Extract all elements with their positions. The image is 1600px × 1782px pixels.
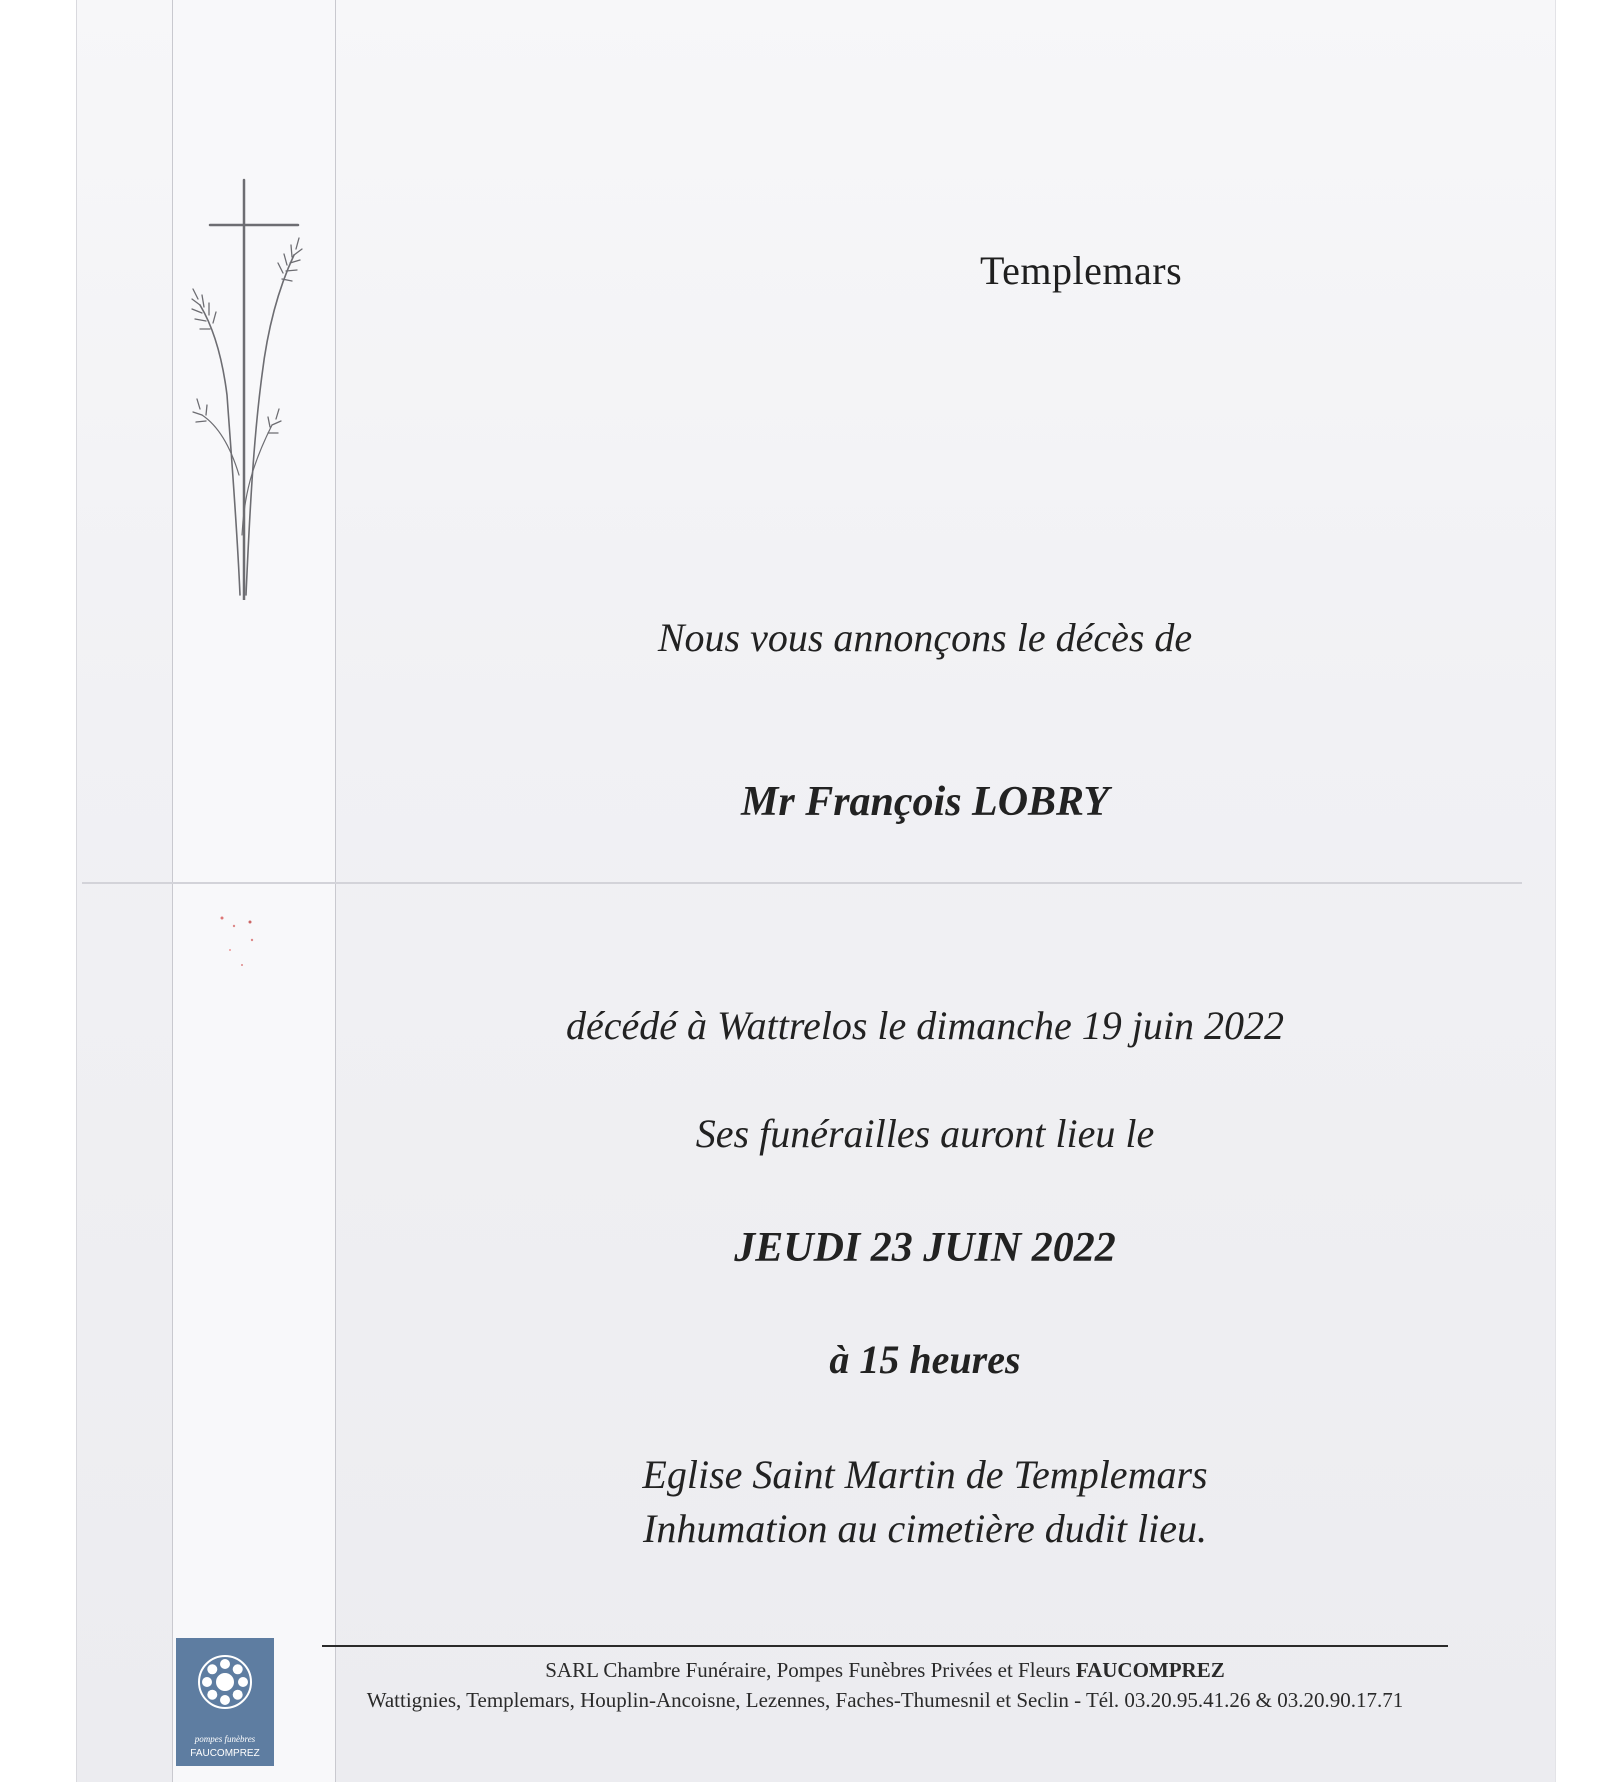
- paper-fold-line: [82, 882, 1522, 884]
- ceremony-location: [330, 1448, 1520, 1556]
- death-details: décédé à Wattrelos le dimanche 19 juin 2022: [565, 1003, 1284, 1048]
- paper-specks: [212, 910, 272, 980]
- church-name: Eglise Saint Martin de Templemars: [642, 1452, 1208, 1497]
- funeral-time: à 15 heures: [829, 1337, 1021, 1382]
- logo-tagline: pompes funèbres: [194, 1734, 256, 1744]
- announcement-line: Nous vous annonçons le décès de: [657, 615, 1193, 660]
- footer-company-brand: FAUCOMPREZ: [1075, 1658, 1225, 1682]
- footer-company: [330, 1658, 1440, 1683]
- logo-brand: FAUCOMPREZ: [190, 1748, 260, 1759]
- funeral-date: JEUDI 23 JUIN 2022: [734, 1225, 1116, 1271]
- cross-with-wheat-icon: [182, 175, 332, 600]
- funeral-intro: Ses funérailles auront lieu le: [695, 1111, 1155, 1156]
- town-header: Templemars: [980, 248, 1183, 293]
- company-logo: [176, 1638, 274, 1766]
- rosette-icon: [176, 1638, 274, 1766]
- footer-company-prefix: SARL Chambre Funéraire, Pompes Funèbres Privées et Fleurs: [545, 1658, 1071, 1682]
- deceased-name: Mr François LOBRY: [741, 779, 1109, 825]
- footer-contact: Wattignies, Templemars, Houplin-Ancoisne, Lezennes, Faches-Thumesnil et Seclin - Tél. 03.20.95.41.26 & 03.20.90.17.71: [366, 1688, 1404, 1712]
- footer-divider: [322, 1645, 1448, 1647]
- burial-info: Inhumation au cimetière dudit lieu.: [643, 1506, 1207, 1551]
